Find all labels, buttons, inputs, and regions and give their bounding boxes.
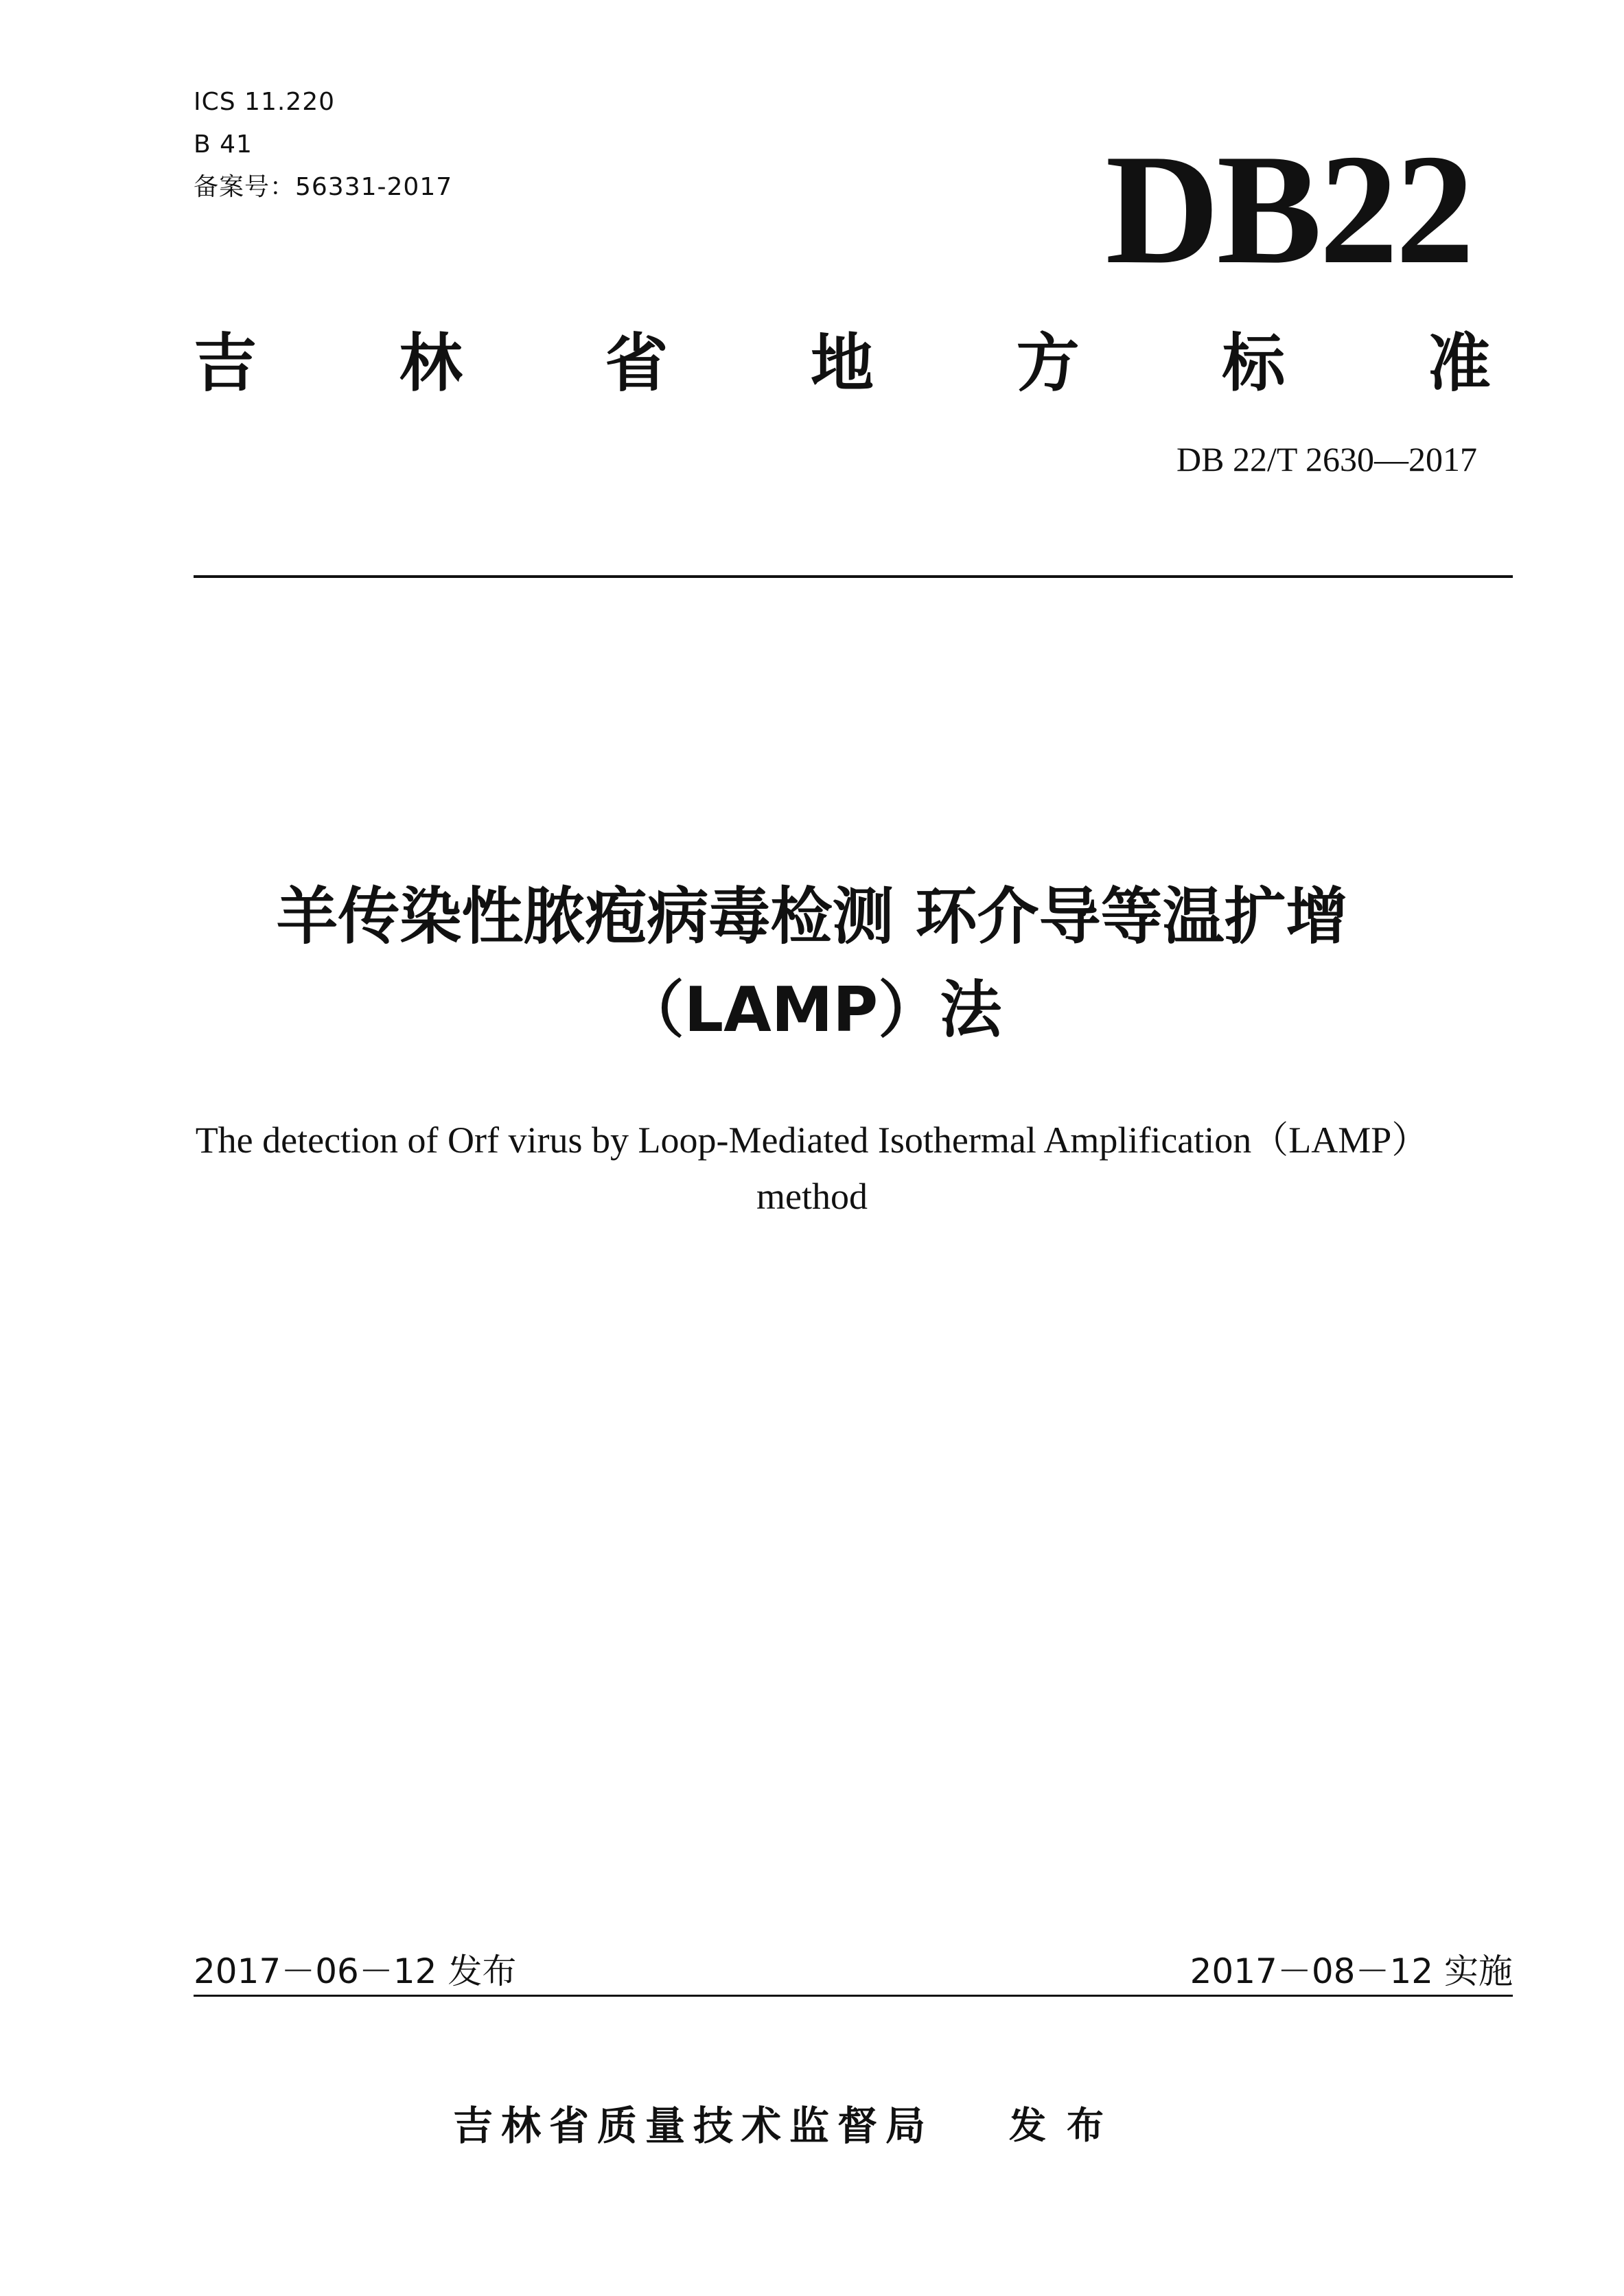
chinese-title bbox=[124, 870, 1500, 1057]
bottom-divider bbox=[194, 1995, 1513, 1997]
issue-label: 发布 bbox=[1009, 2103, 1125, 2147]
standard-type-char: 地 bbox=[810, 327, 874, 400]
standard-number: DB 22/T 2630—2017 bbox=[1176, 440, 1477, 478]
english-title-line-1: The detection of Orf virus by Loop-Mediated Isothermal Amplification（LAMP） bbox=[195, 1120, 1429, 1161]
standard-type-heading bbox=[194, 317, 1491, 399]
ics-code: ICS 11.220 bbox=[194, 88, 336, 116]
standard-code-large: DB22 bbox=[1105, 121, 1472, 297]
standard-type-char: 准 bbox=[1427, 327, 1491, 400]
chinese-title-line-2: （LAMP）法 bbox=[622, 974, 1002, 1046]
chinese-title-line-1: 羊传染性脓疱病毒检测 环介导等温扩增 bbox=[276, 881, 1348, 953]
standard-type-char: 吉 bbox=[194, 327, 257, 400]
standard-type-char: 方 bbox=[1016, 327, 1080, 400]
filing-number: 备案号：56331-2017 bbox=[194, 173, 453, 201]
standard-type-char: 省 bbox=[605, 327, 669, 400]
issue-date: 2017－06－12 发布 bbox=[194, 1951, 517, 1991]
top-divider bbox=[194, 575, 1513, 578]
effective-date: 2017－08－12 实施 bbox=[1190, 1951, 1513, 1991]
issuing-authority: 吉林省质量技术监督局 bbox=[453, 2102, 934, 2149]
issuer-block bbox=[453, 2094, 1124, 2151]
classification-block bbox=[194, 81, 452, 209]
english-title bbox=[124, 1112, 1500, 1225]
standard-type-char: 标 bbox=[1222, 327, 1286, 400]
ccs-code: B 41 bbox=[194, 130, 253, 159]
standard-type-char: 林 bbox=[399, 327, 463, 400]
english-title-line-2: method bbox=[756, 1176, 868, 1217]
